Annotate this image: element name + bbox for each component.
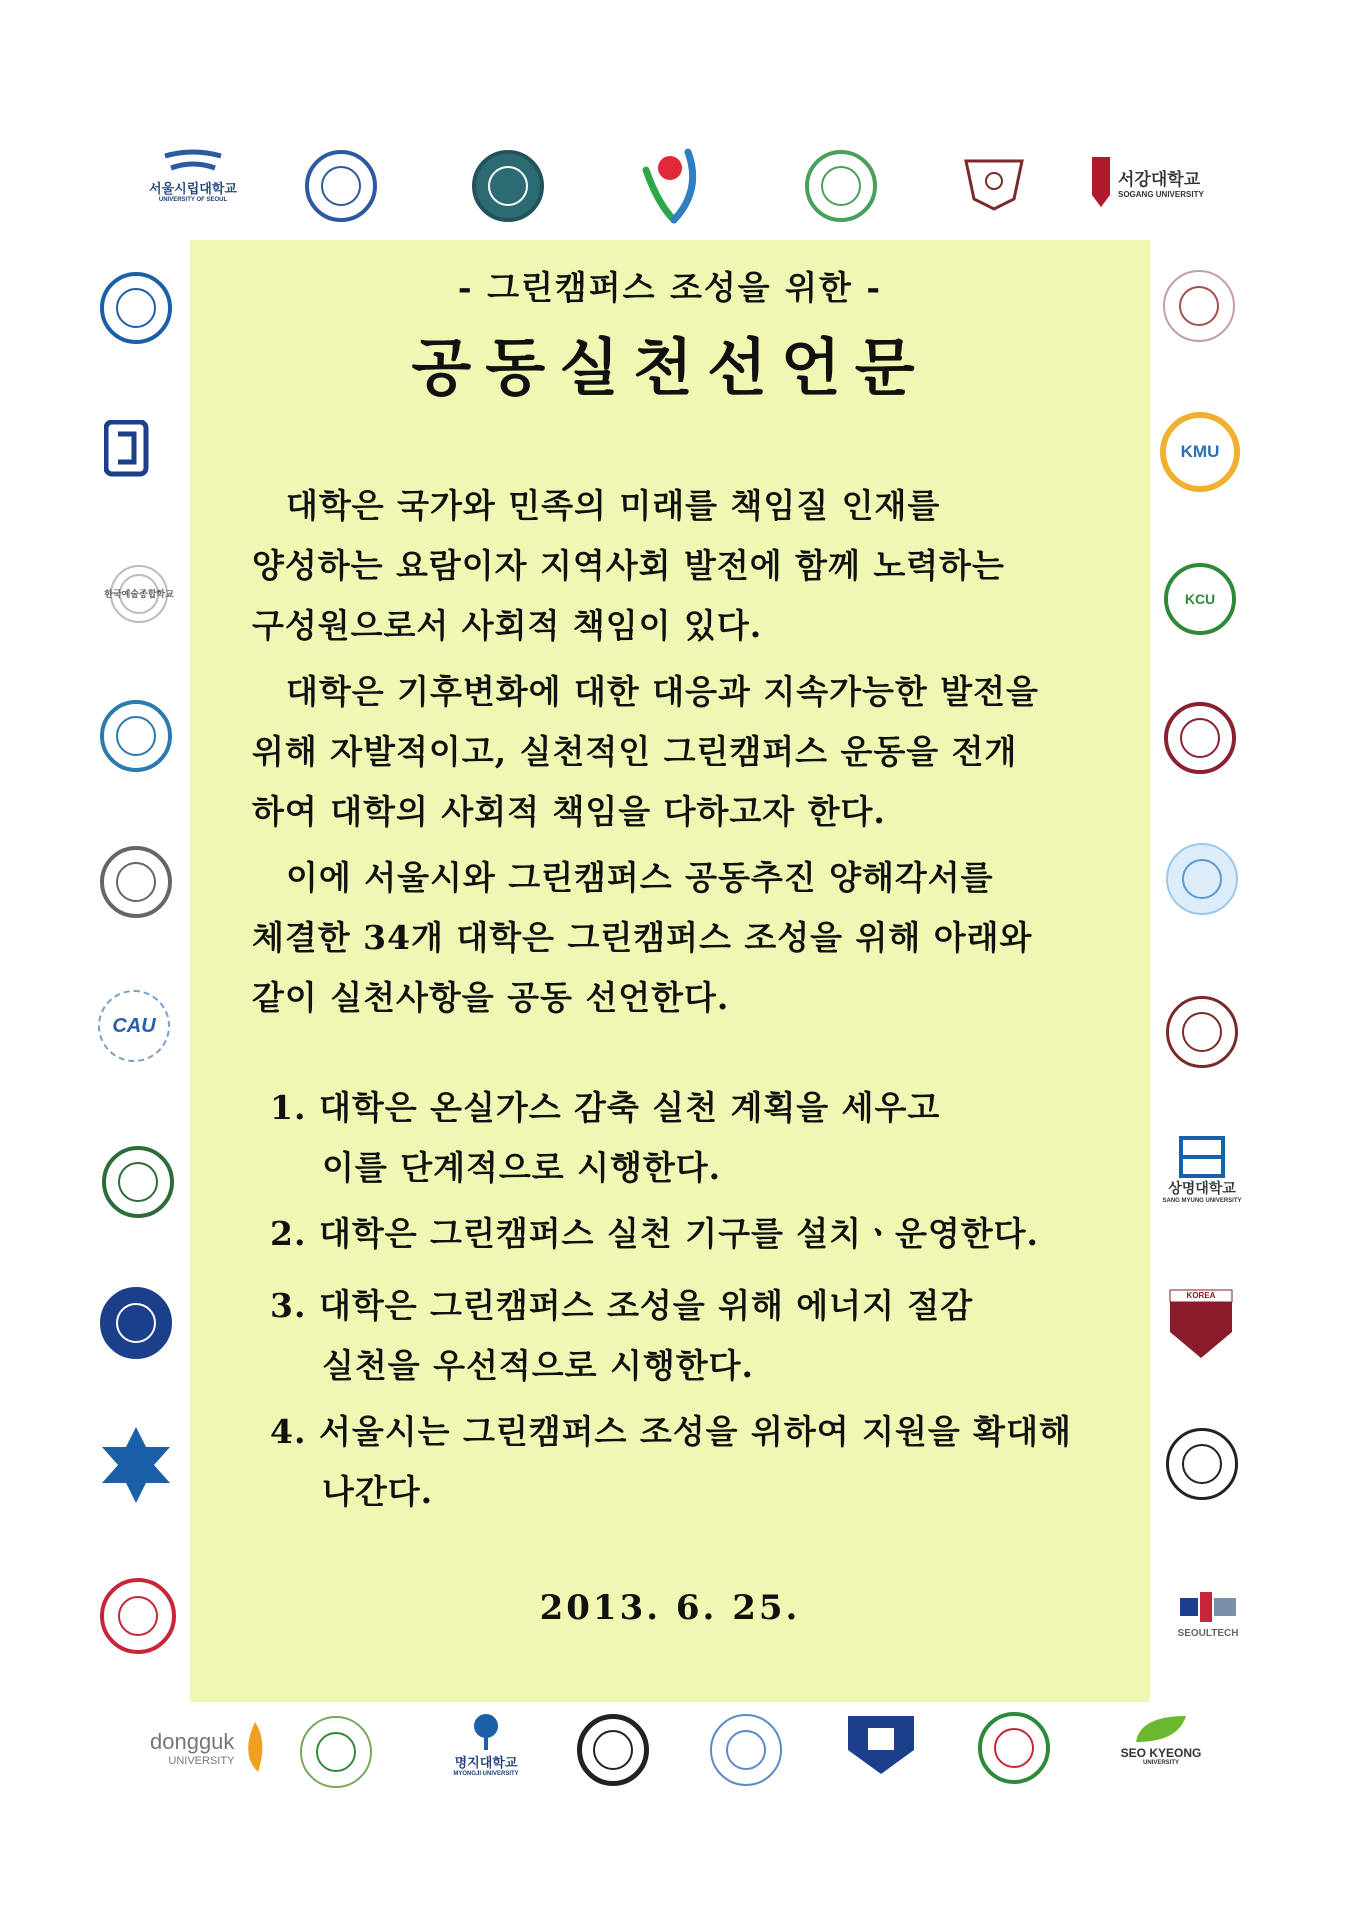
- list-item: [270, 1204, 1120, 1264]
- item-text: 4. 서울시는 그린캠퍼스 조성을 위하여 지원을 확대해: [270, 1412, 1072, 1451]
- university-seal-icon: [100, 700, 172, 772]
- paragraph-line: 이에 서울시와 그린캠퍼스 공동추진 양해각서를: [286, 858, 994, 897]
- university-seal-icon: [1166, 996, 1238, 1068]
- item-text: 3. 대학은 그린캠퍼스 조성을 위해 에너지 절감: [270, 1286, 974, 1325]
- item-text: 나간다.: [322, 1472, 434, 1511]
- mju-tree-icon: [466, 1712, 506, 1752]
- dongguk-flame-icon: [238, 1720, 272, 1776]
- dongguk-logo: dongguk UNIVERSITY: [150, 1720, 272, 1776]
- mju-logo: 명지대학교 MYONGJI UNIVERSITY: [436, 1712, 536, 1777]
- yonsei-seal-icon: [100, 1287, 172, 1359]
- university-seal-icon: [100, 846, 172, 918]
- smu-emblem-icon: [1179, 1136, 1225, 1178]
- university-seal-icon: [300, 1716, 372, 1788]
- university-seal-icon: [577, 1714, 649, 1786]
- declaration-subtitle: - 그린캠퍼스 조성을 위한 -: [457, 268, 883, 307]
- university-seal-icon: [305, 150, 377, 222]
- university-globe-icon: [1166, 843, 1238, 915]
- sogang-shield-icon: [1090, 155, 1112, 209]
- paragraph-1: [252, 476, 1102, 656]
- paragraph-3: [252, 848, 1102, 1028]
- karts-logo: 한국예술종합학교: [94, 565, 184, 600]
- snowflake-emblem-icon: [98, 1425, 174, 1505]
- paragraph-line: 양성하는 요람이자 지역사회 발전에 함께 노력하는: [252, 546, 1005, 585]
- paragraph-line: 하여 대학의 사회적 책임을 다하고자 한다.: [252, 792, 886, 831]
- sogang-logo: 서강대학교 SOGANG UNIVERSITY: [1090, 155, 1204, 209]
- item-text: 1. 대학은 온실가스 감축 실천 계획을 세우고: [270, 1088, 941, 1127]
- university-seal-icon: [472, 150, 544, 222]
- university-seal-icon: [1164, 702, 1236, 774]
- smu-logo: 상명대학교 SANG MYUNG UNIVERSITY: [1160, 1136, 1244, 1204]
- item-text: 실천을 우선적으로 시행한다.: [322, 1346, 755, 1385]
- list-item: [270, 1078, 1120, 1198]
- paragraph-line: 위해 자발적이고, 실천적인 그린캠퍼스 운동을 전개: [252, 732, 1018, 771]
- sejong-seal-icon: [100, 1578, 176, 1654]
- university-seal-icon: [978, 1712, 1050, 1784]
- skuniv-leaf-icon: [1132, 1712, 1190, 1746]
- uos-logo: 서울시립대학교 UNIVERSITY OF SEOUL: [138, 148, 248, 203]
- item-text: 이를 단계적으로 시행한다.: [322, 1148, 722, 1187]
- paragraph-2: [252, 662, 1102, 842]
- item-text: 2. 대학은 그린캠퍼스 실천 기구를 설치ㆍ운영한다.: [270, 1214, 1039, 1253]
- skuniv-logo: SEO KYEONG UNIVERSITY: [1106, 1712, 1216, 1766]
- korea-university-logo: KOREA: [1168, 1288, 1234, 1360]
- uos-emblem-icon: [163, 148, 223, 178]
- paragraph-line: 대학은 국가와 민족의 미래를 책임질 인재를: [286, 486, 941, 525]
- list-item: [270, 1402, 1120, 1522]
- kcu-logo: KCU: [1164, 563, 1236, 635]
- paragraph-line: 구성원으로서 사회적 책임이 있다.: [252, 606, 763, 645]
- list-item: [270, 1276, 1120, 1396]
- university-crest-icon: [960, 155, 1028, 213]
- paragraph-line: 대학은 기후변화에 대한 대응과 지속가능한 발전을: [286, 672, 1039, 711]
- university-seal-icon: [710, 1714, 782, 1786]
- declaration-title: 공동실천선언문: [411, 331, 929, 404]
- seoultech-emblem-icon: [1176, 1588, 1240, 1628]
- paragraph-line: 같이 실천사항을 공동 선언한다.: [252, 978, 730, 1017]
- university-seal-icon: [100, 272, 172, 344]
- university-seal-icon: [102, 1146, 174, 1218]
- declaration-date: 2013. 6. 25.: [539, 1588, 801, 1628]
- kmu-logo: KMU: [1160, 412, 1240, 492]
- cau-logo: CAU: [98, 990, 170, 1062]
- paragraph-line: 체결한 34개 대학은 그린캠퍼스 조성을 위해 아래와: [252, 918, 1033, 957]
- university-seal-icon: [805, 150, 877, 222]
- seoultech-logo: SEOULTECH: [1168, 1588, 1248, 1639]
- seoul-city-emblem-icon: [640, 146, 702, 224]
- university-seal-icon: [1163, 270, 1235, 342]
- hansung-logo-icon: [104, 420, 168, 480]
- university-crest-icon: [844, 1712, 918, 1778]
- university-seal-icon: [1166, 1428, 1238, 1500]
